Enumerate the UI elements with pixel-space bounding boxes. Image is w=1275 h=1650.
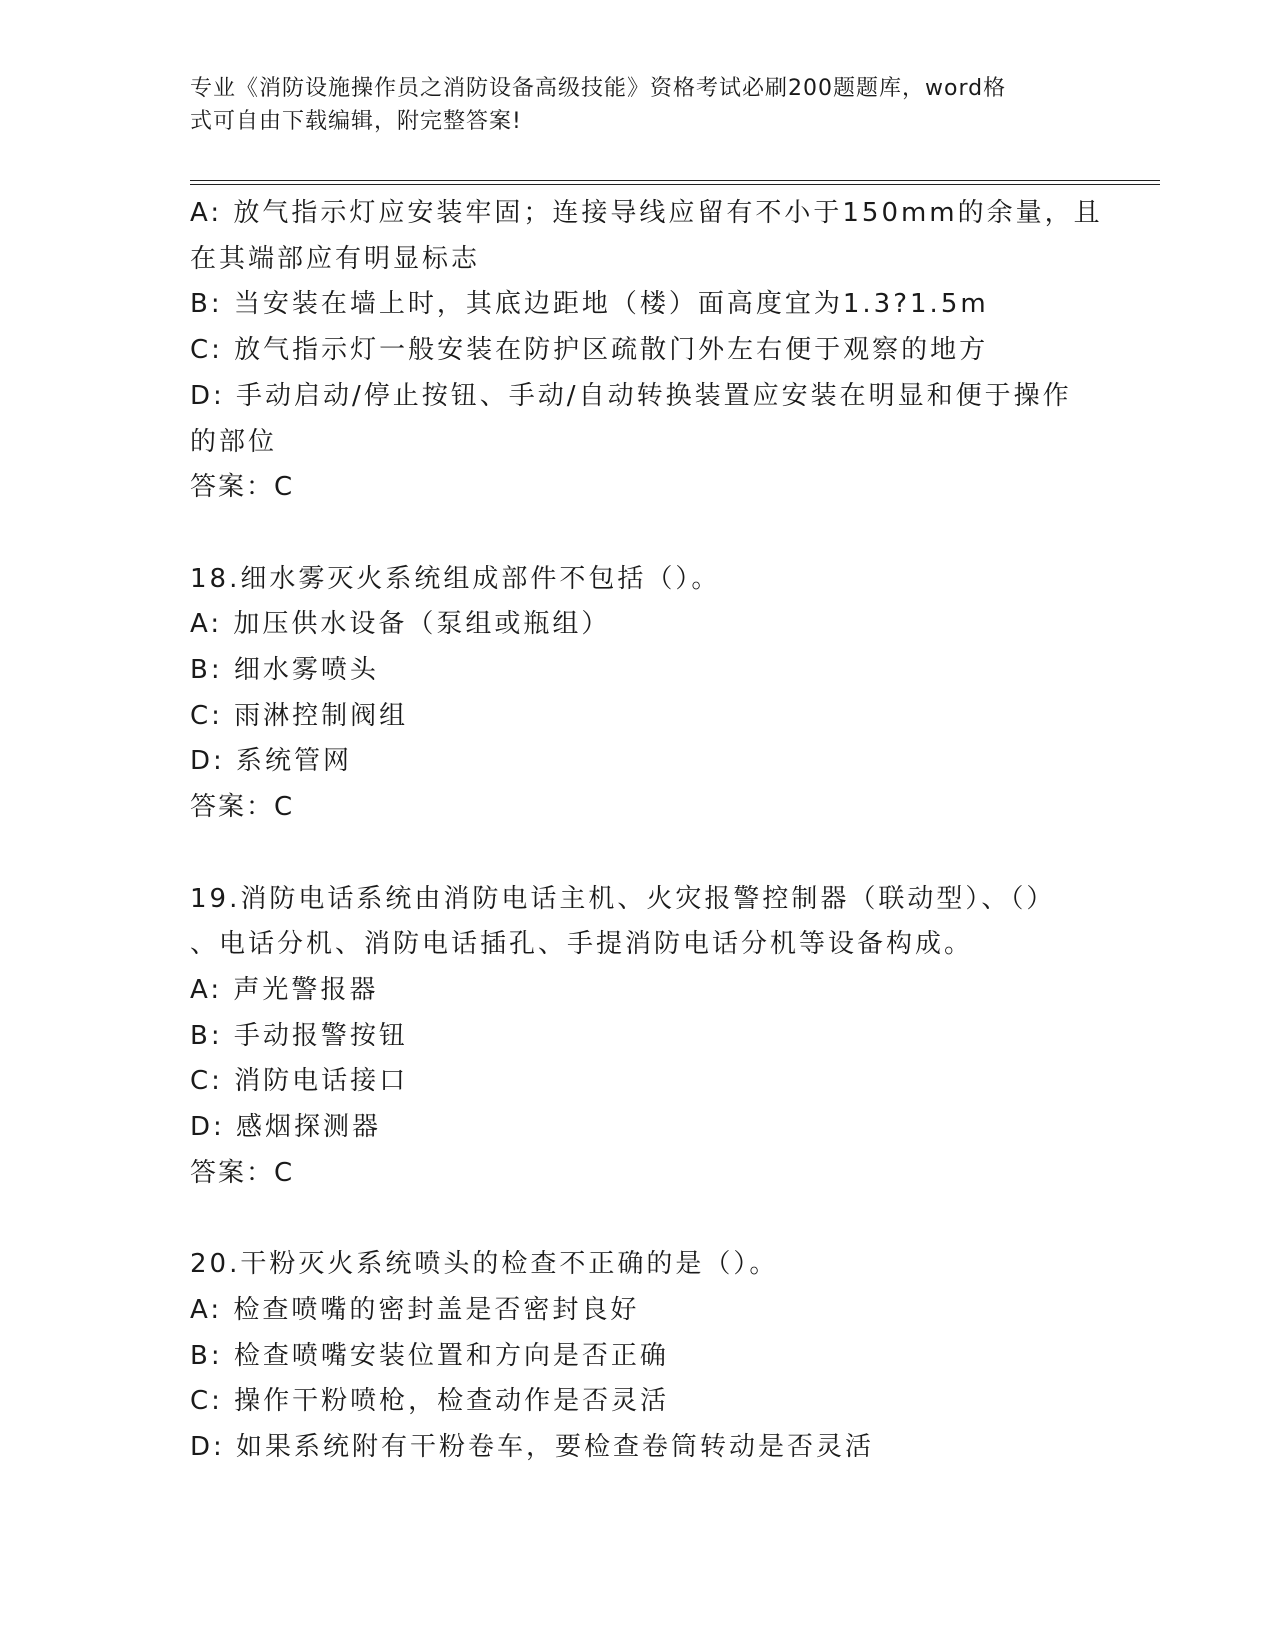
answer: 答案：C (190, 472, 295, 503)
option-d-continued: 的部位 (190, 426, 278, 457)
option-c: C: 消防电话接口 (190, 1066, 409, 1097)
option-d: D: 如果系统附有干粉卷车，要检查卷筒转动是否灵活 (190, 1431, 875, 1462)
question-18 (190, 557, 1090, 831)
spacer (190, 831, 1090, 877)
question-19 (190, 877, 1090, 1197)
option-a: A: 声光警报器 (190, 974, 379, 1005)
question-stem: 18.细水雾灭火系统组成部件不包括（）。 (190, 563, 721, 594)
option-b: B: 检查喷嘴安装位置和方向是否正确 (190, 1340, 669, 1371)
question-stem: 19.消防电话系统由消防电话主机、火灾报警控制器（联动型）、（） (190, 883, 1056, 914)
header-divider-bottom (190, 184, 1160, 185)
question-stem-continued: 、电话分机、消防电话插孔、手提消防电话分机等设备构成。 (190, 929, 974, 960)
header-line-1: 专业《消防设施操作员之消防设备高级技能》资格考试必刷200题题库，word格 (190, 76, 1007, 101)
header-line-2: 式可自由下载编辑，附完整答案! (190, 109, 522, 134)
option-a: A: 加压供水设备（泵组或瓶组） (190, 609, 611, 640)
answer: 答案：C (190, 1157, 295, 1188)
option-a: A: 检查喷嘴的密封盖是否密封良好 (190, 1294, 640, 1325)
option-a: A: 放气指示灯应安装牢固；连接导线应留有不小于150mm的余量，且 (190, 198, 1103, 228)
option-c: C: 操作干粉喷枪，检查动作是否灵活 (190, 1386, 670, 1417)
option-b: B: 手动报警按钮 (190, 1020, 408, 1051)
spacer (190, 1196, 1090, 1242)
option-d: D: 系统管网 (190, 746, 353, 777)
document-header (190, 72, 1090, 138)
option-b: B: 细水雾喷头 (190, 655, 379, 686)
answer: 答案：C (190, 792, 295, 823)
spacer (190, 511, 1090, 557)
option-b: B: 当安装在墙上时，其底边距地（楼）面高度宜为1.3?1.5m (190, 289, 989, 320)
option-c: C: 雨淋控制阀组 (190, 700, 409, 731)
option-d: D: 感烟探测器 (190, 1112, 382, 1143)
option-d: D: 手动启动/停止按钮、手动/自动转换装置应安装在明显和便于操作 (190, 380, 1072, 411)
header-divider-top (190, 180, 1160, 181)
question-20 (190, 1242, 1090, 1471)
option-c: C: 放气指示灯一般安装在防护区疏散门外左右便于观察的地方 (190, 335, 989, 366)
option-a-continued: 在其端部应有明显标志 (190, 243, 481, 274)
question-17 (190, 191, 1103, 511)
question-list (190, 191, 1103, 1471)
question-stem: 20.干粉灭火系统喷头的检查不正确的是（）。 (190, 1249, 779, 1280)
